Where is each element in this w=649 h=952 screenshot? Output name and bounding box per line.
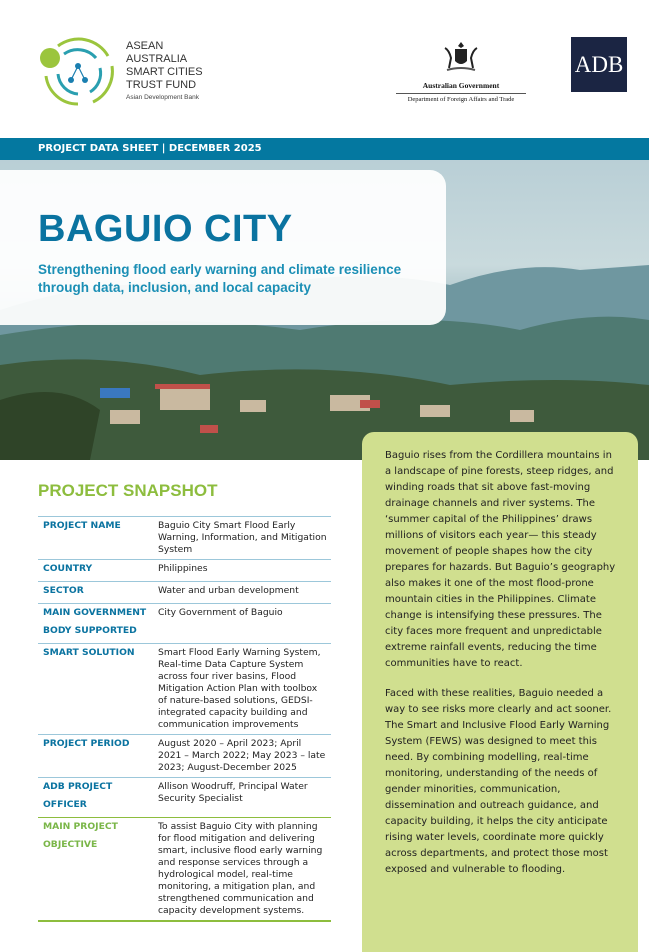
row-value: City Government of Baguio [153, 604, 331, 644]
row-label: MAIN PROJECT OBJECTIVE [38, 818, 153, 922]
row-label: MAIN GOVERNMENT BODY SUPPORTED [38, 604, 153, 644]
project-snapshot-table [38, 516, 331, 922]
intro-text-panel [362, 432, 638, 952]
table-row [38, 644, 331, 735]
coat-of-arms-icon [441, 40, 481, 74]
row-label: PROJECT PERIOD [38, 735, 153, 778]
logo-line: AUSTRALIA [126, 53, 188, 65]
smart-cities-fund-wordmark [126, 40, 203, 104]
aus-gov-name: Australian Government [396, 81, 526, 94]
row-value: Allison Woodruff, Principal Water Security Specialist [153, 778, 331, 818]
table-row [38, 582, 331, 604]
table-row [38, 604, 331, 644]
australian-government-logo [396, 40, 526, 103]
logo-line: SMART CITIES [126, 66, 203, 78]
row-label: COUNTRY [38, 560, 153, 582]
row-value: Philippines [153, 560, 331, 582]
table-row [38, 778, 331, 818]
row-label: SMART SOLUTION [38, 644, 153, 735]
page-title: BAGUIO CITY [38, 208, 293, 250]
table-row [38, 735, 331, 778]
data-sheet-band: PROJECT DATA SHEET | DECEMBER 2025 [0, 138, 649, 160]
logo-line: ASEAN [126, 40, 164, 52]
row-value: Smart Flood Early Warning System, Real-time Data Capture System across four river basins, Flood Mitigation Action Plan with toolbox of nature-based solutions, GEDSI-integrated capacity building and communication improvements [153, 644, 331, 735]
smart-cities-fund-logo [38, 36, 118, 106]
adb-logo: ADB [571, 37, 627, 92]
logo-sub: Asian Development Bank [126, 94, 199, 101]
row-label: PROJECT NAME [38, 517, 153, 560]
row-label: SECTOR [38, 582, 153, 604]
row-value: To assist Baguio City with planning for flood mitigation and delivering smart, inclusive flood early warning and response services through a hydrological model, real-time monitoring, a mitigation plan, and strengthened communication and capacity development systems. [153, 818, 331, 922]
body-paragraph: Baguio rises from the Cordillera mountains in a landscape of pine forests, steep ridges, and winding roads that sit above fast-moving drainage channels and river systems. The ‘summer capital of the Philippines’ draws millions of visitors each year— this steady movement of people shapes how the city prepares for hazards. But Baguio’s geography also makes it one of the most flood-prone mountain cities in the Philippines. Climate change is intensifying these pressures. The city faces more frequent and unpredictable extreme rainfall events, reducing the time communities have to react. [385, 450, 616, 669]
body-paragraph: Faced with these realities, Baguio needed a way to see risks more clearly and act sooner. The Smart and Inclusive Flood Early Warning System (FEWS) was designed to meet this need. By combining modelling, real-time monitoring, understanding of the needs of gender minorities, communication, dissemination and outreach guidance, and capacity building, it helps the city anticipate rising water levels, coordinate more quickly across departments, and protect those most exposed and vulnerable to flooding. [385, 688, 612, 875]
header [0, 0, 649, 138]
table-row [38, 517, 331, 560]
row-value: Baguio City Smart Flood Early Warning, Information, and Mitigation System [153, 517, 331, 560]
table-row [38, 560, 331, 582]
dfat-name: Department of Foreign Affairs and Trade [407, 96, 515, 103]
page-subtitle: Strengthening flood early warning and climate resilience through data, inclusion, and local capacity [38, 262, 402, 295]
row-value: Water and urban development [153, 582, 331, 604]
row-label: ADB PROJECT OFFICER [38, 778, 153, 818]
snapshot-heading: PROJECT SNAPSHOT [38, 481, 218, 500]
table-row [38, 818, 331, 922]
row-value: August 2020 – April 2023; April 2021 – March 2022; May 2023 – late 2023; August-December 2025 [153, 735, 331, 778]
logo-line: TRUST FUND [126, 79, 197, 91]
